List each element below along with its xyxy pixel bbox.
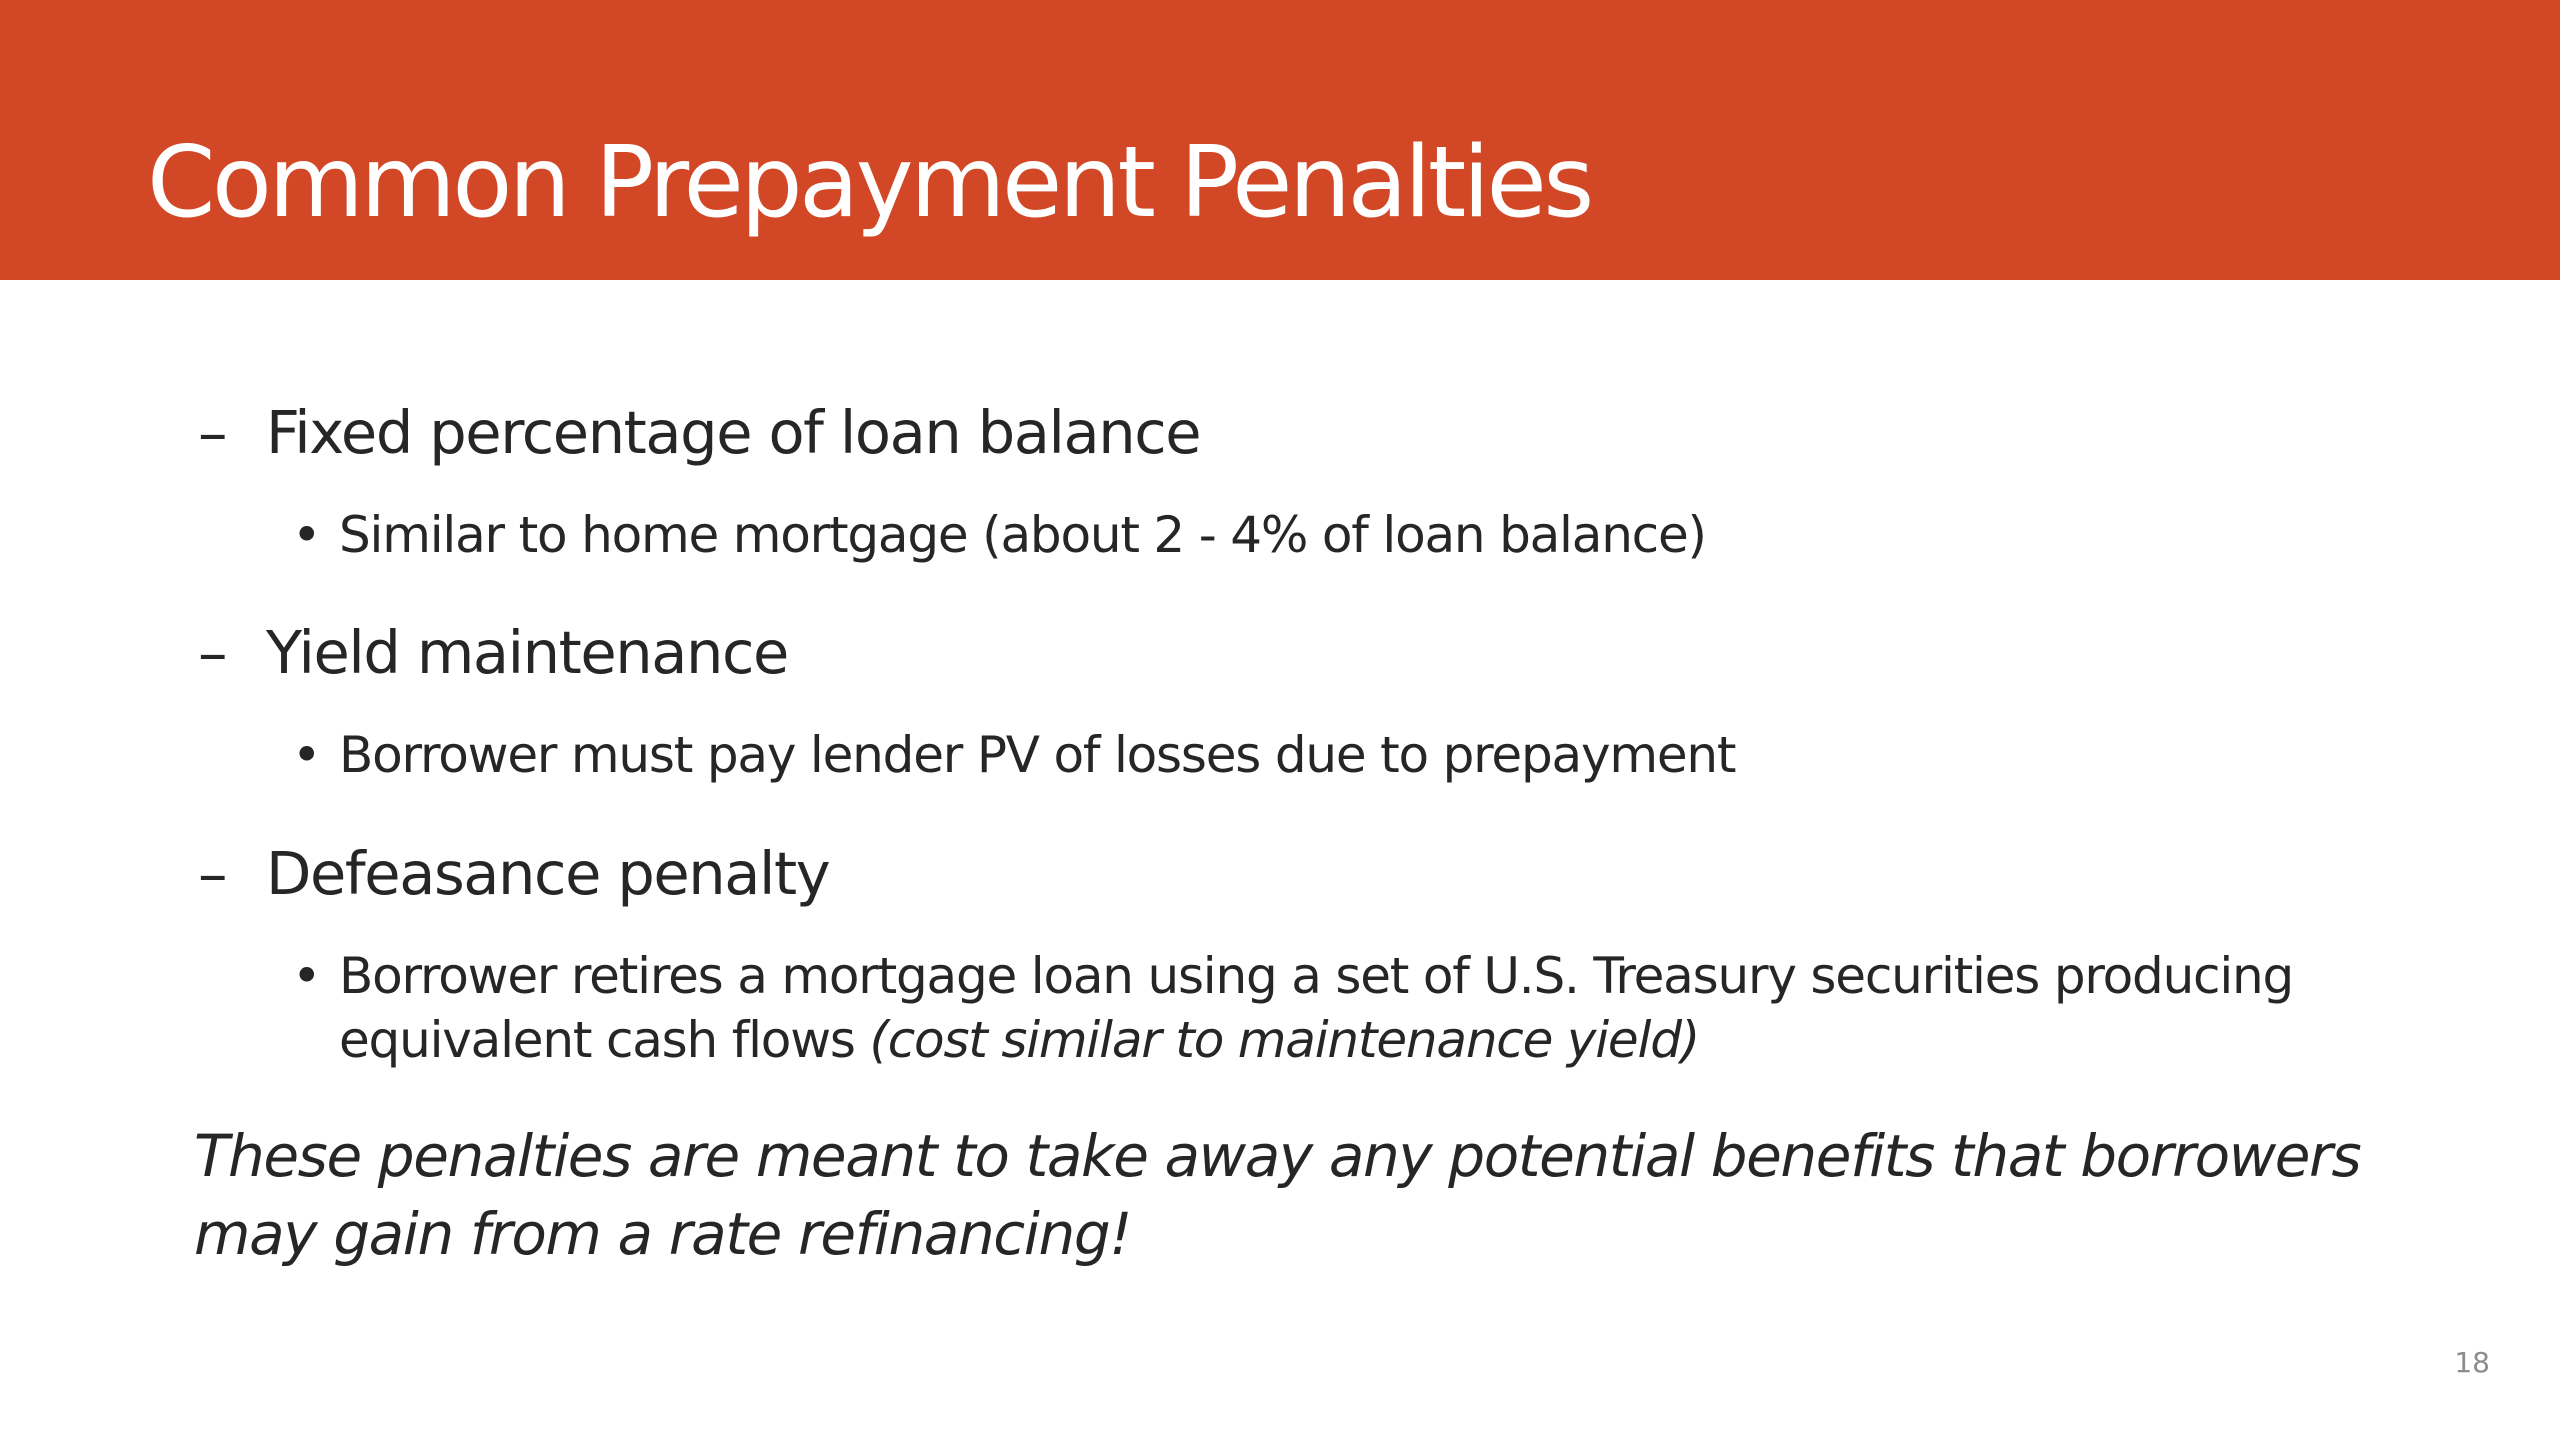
bullet-dot: • xyxy=(292,947,321,1005)
sub-bullet-text: Similar to home mortgage (about 2 - 4% of loan balance) xyxy=(339,506,1706,564)
sub-bullet-text xyxy=(339,944,2489,1072)
sub-bullet-main-text: Borrower retires a mortgage loan using a set of U.S. Treasury securities producing equivalent cash flows xyxy=(339,947,2294,1069)
bullet-text: Defeasance penalty xyxy=(266,839,830,908)
slide-title: Common Prepayment Penalties xyxy=(147,126,1591,240)
dash-marker: – xyxy=(198,398,227,467)
sub-bullet-text: Borrower must pay lender PV of losses due to prepayment xyxy=(339,726,1736,784)
sub-bullet-italic-text: (cost similar to maintenance yield) xyxy=(869,1011,1700,1069)
bullet-dot: • xyxy=(292,726,321,784)
closing-note: These penalties are meant to take away any potential benefits that borrowers may gain from a rate refinancing! xyxy=(194,1122,2361,1268)
bullet-dot: • xyxy=(292,506,321,564)
bullet-text: Fixed percentage of loan balance xyxy=(266,398,1201,467)
page-number: 18 xyxy=(2454,1346,2490,1379)
bullet-text: Yield maintenance xyxy=(266,618,788,687)
dash-marker: – xyxy=(198,618,227,687)
dash-marker: – xyxy=(198,839,227,908)
